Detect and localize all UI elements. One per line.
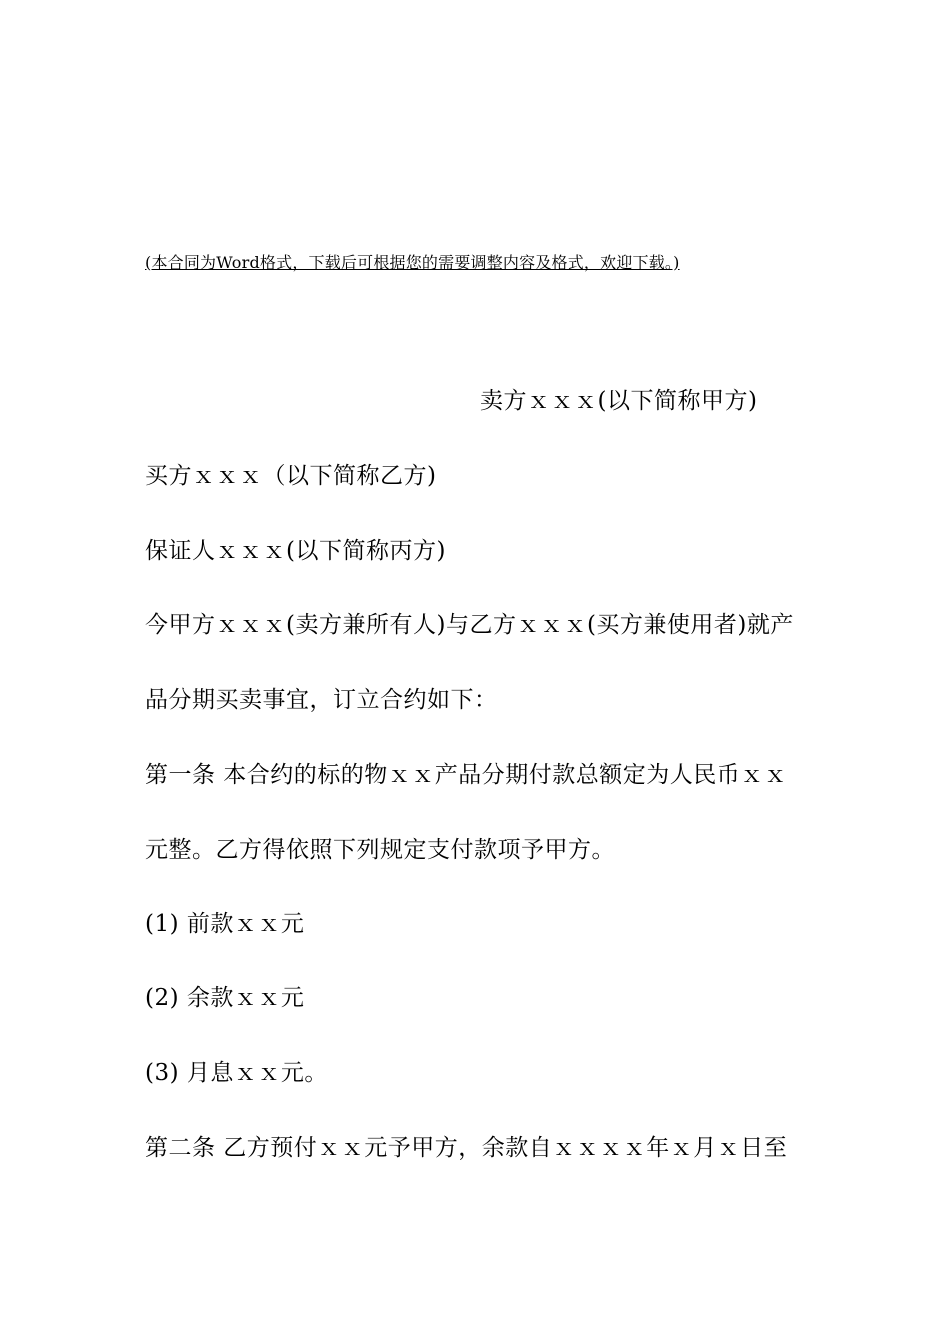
- payment-item-3: (3) 月息ｘｘ元。: [145, 1060, 328, 1086]
- payment-item-2: (2) 余款ｘｘ元: [145, 985, 305, 1011]
- article-1-line-1: 第一条 本合约的标的物ｘｘ产品分期付款总额定为人民币ｘｘ: [145, 762, 788, 788]
- article-2-line-1: 第二条 乙方预付ｘｘ元予甲方，余款自ｘｘｘｘ年ｘ月ｘ日至: [145, 1135, 788, 1161]
- payment-item-1: (1) 前款ｘｘ元: [145, 911, 305, 937]
- buyer-line: 买方ｘｘｘ（以下简称乙方): [145, 463, 437, 489]
- download-notice: (本合同为Word格式，下载后可根据您的需要调整内容及格式，欢迎下载。): [145, 253, 680, 272]
- seller-line: 卖方ｘｘｘ(以下简称甲方): [480, 388, 758, 414]
- guarantor-line: 保证人ｘｘｘ(以下简称丙方): [145, 538, 446, 564]
- intro-line-2: 品分期买卖事宜，订立合约如下：: [145, 687, 498, 713]
- intro-line-1: 今甲方ｘｘｘ(卖方兼所有人)与乙方ｘｘｘ(买方兼使用者)就产: [145, 612, 794, 638]
- article-1-line-2: 元整。乙方得依照下列规定支付款项予甲方。: [145, 837, 615, 863]
